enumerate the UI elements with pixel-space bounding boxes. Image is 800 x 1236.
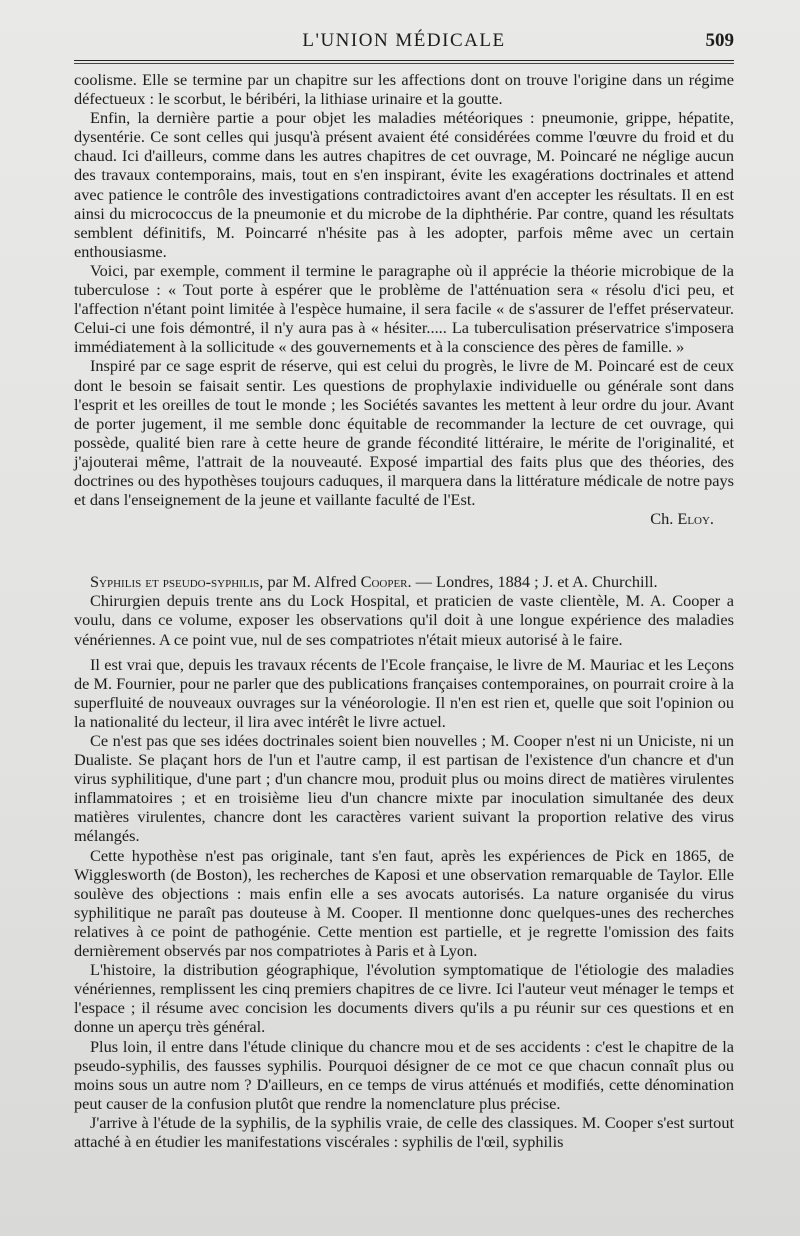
book-title: Syphilis et pseudo-syphilis, xyxy=(90,572,264,592)
signature-initial: Ch. xyxy=(650,509,678,529)
paragraph: Plus loin, il entre dans l'étude clinique du chancre mou et de ses accidents : c'est le chapitre de la pseudo-syphilis, des fausses syphilis. Pourquoi désigner de ce mot ce que chacun connaît plus ou moins sous un autre nom ? D'ailleurs, en ce temps de virus atténués et modifiés, cette dénomination peut causer de la confusion plutôt que rendre la nomenclature plus précise. xyxy=(74,1036,734,1113)
paragraph: L'histoire, la distribution géographique, l'évolution symptomatique de l'étiologie des maladies vénériennes, remplissent les cinq premiers chapitres de ce livre. Ici l'auteur veut ménager le temps et l'espace ; il résume avec concision les documents divers qu'ils a pu réunir sur ces questions et en donne un aperçu très général. xyxy=(74,960,734,1037)
paragraph: Enfin, la dernière partie a pour objet les maladies météoriques : pneumonie, grippe, hépatite, dysentérie. Ce sont celles qui jusqu'à présent avaient été considérées comme l'œuvre du froid et du chaud. Ici d'ailleurs, comme dans les autres chapitres de cet ouvrage, M. Poincaré ne néglige aucun des travaux contemporains, mais, tout en s'en inspirant, évite les exagérations doctrinales et attend avec patience le contrôle des investigations contradictoires avant d'en accepter les résultats. Il en est ainsi du micrococcus de la pneumonie et du microbe de la diphthérie. Par contre, quand les résultats semblent définitifs, M. Poincarré n'hésite pas à les adopter, parfois même avec un certain enthousiasme. xyxy=(74,108,734,261)
paragraph: Ce n'est pas que ses idées doctrinales soient bien nouvelles ; M. Cooper n'est ni un Uniciste, ni un Dualiste. Se plaçant hors de l'un et l'autre camp, il est partisan de l'existence d'un chancre et d'un virus syphilitique, d'une part ; d'un chancre mou, produit plus ou moins direct de matières virulentes inflammatoires ; et en troisième lieu d'un chancre mixte par inoculation simultanée des deux matières virulentes, chancre dont les caractères varient suivant la proportion relative des virus mélangés. xyxy=(74,731,734,846)
journal-title: L'UNION MÉDICALE xyxy=(302,30,506,51)
paragraph: coolisme. Elle se termine par un chapitre sur les affections dont on trouve l'origine dans un régime défectueux : le scorbut, le béribéri, la lithiase urinaire et la goutte. xyxy=(74,70,734,109)
book-byline: par M. Alfred xyxy=(263,572,361,592)
paragraph: Chirurgien depuis trente ans du Lock Hospital, et praticien de vaste clientèle, M. A. Cooper a voulu, dans ce volume, exposer les observations qu'il doit à une longue expérience des maladies vénériennes. A ce point vue, nul de ses compatriotes n'était mieux autorisé à le faire. xyxy=(74,591,734,649)
book-author: Cooper. xyxy=(360,572,412,592)
header-rule-secondary xyxy=(74,63,734,64)
paragraph: J'arrive à l'étude de la syphilis, de la syphilis vraie, de celle des classiques. M. Cooper s'est surtout attaché à en étudier les manifestations viscérales : syphilis de l'œil, syphilis xyxy=(74,1112,734,1151)
paragraph: Inspiré par ce sage esprit de réserve, qui est celui du progrès, le livre de M. Poincaré est de ceux dont le besoin se faisait sentir. Les questions de prophylaxie individuelle ou générale sont dans l'esprit et les oreilles de tout le monde ; les Sociétés savantes les mettent à leur ordre du jour. Avant de porter jugement, il me semble donc équitable de recommander la lecture de cet ouvrage, qui possède, qualité bien rare à cette heure de grande fécondité littéraire, le mérite de l'originalité, et j'ajouterai même, l'attrait de la nouveauté. Exposé impartial des faits plus que des théories, des doctrines ou des hypothèses toujours caduques, il marquera dans la littérature médicale de notre pays et dans l'enseignement de la jeune et vaillante faculté de l'Est. xyxy=(74,356,734,510)
header-rule xyxy=(74,60,734,61)
paragraph: Cette hypothèse n'est pas originale, tant s'en faut, après les expériences de Pick en 1865, de Wigglesworth (de Boston), les recherches de Kaposi et une observation remarquable de Taylor. Elle soulève des objections : mais enfin elle a ses avocats autorisés. La nature organisée du virus syphilitique ne paraît pas douteuse à M. Cooper. Il mentionne donc quelques-unes des recherches relatives à ce point de pathogénie. Cette mention est partielle, et je regrette l'omission des faits dernièrement observés par nos compatriotes à Paris et à Lyon. xyxy=(74,845,734,961)
section-spacer xyxy=(74,528,734,572)
paragraph: Voici, par exemple, comment il termine le paragraphe où il apprécie la théorie microbique de la tuberculose : « Tout porte à espérer que le problème de l'atténuation sera « résolu d'ici peu, et l'affection n'étant point limitée à l'espèce humaine, il sera facile « de s'assurer de l'effet préservateur. Celui-ci une fois démontré, il n'y aura pas à « hésiter..... La tuberculisation préservatrice s'imposera immédiatement à la sollicitude « des gouvernements et à la conscience des pères de famille. » xyxy=(74,260,734,357)
page-number: 509 xyxy=(705,30,734,51)
review-heading xyxy=(74,572,734,591)
page-body xyxy=(74,70,734,1151)
review-signature xyxy=(74,509,734,528)
paragraph: Il est vrai que, depuis les travaux récents de l'Ecole française, le livre de M. Mauriac et les Leçons de M. Fournier, pour ne parler que des publications françaises contemporaines, on pourrait croire à la superfluité de nouveaux ouvrages sur la vénéorologie. Il n'en est rien et, quelle que soit l'opinion ou la nationalité du lecteur, il lira avec intérêt le livre actuel. xyxy=(74,654,734,731)
book-publication: — Londres, 1884 ; J. et A. Churchill. xyxy=(411,572,658,592)
running-header xyxy=(74,28,734,56)
signature-name: Eloy. xyxy=(677,509,714,529)
